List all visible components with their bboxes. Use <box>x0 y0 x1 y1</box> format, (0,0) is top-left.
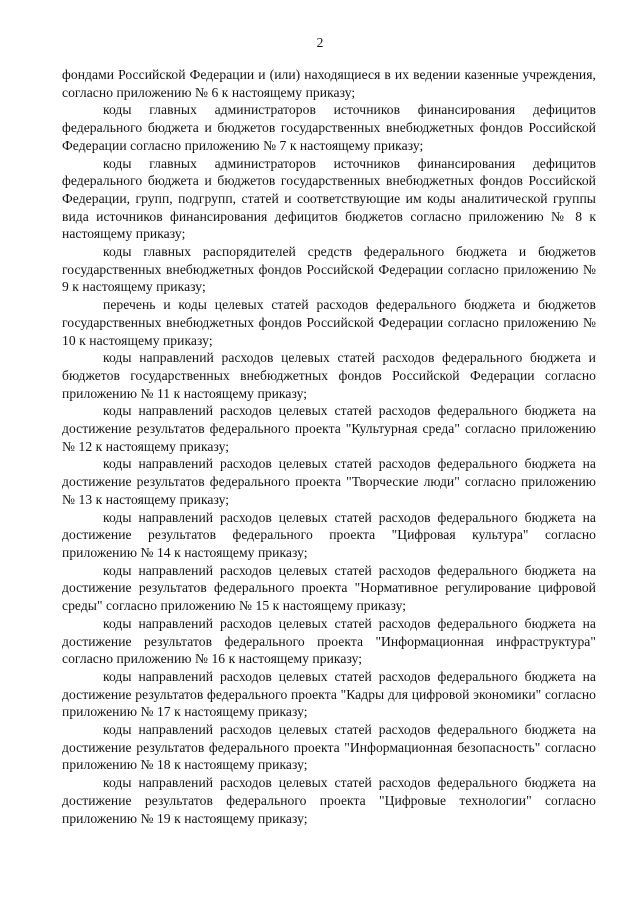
paragraph-6: коды направлений расходов целевых статей расходов федерального бюджета и бюджетов государственных внебюджетных фондов Российской Федерации согласно приложению № 11 к настоящему приказу; <box>62 350 596 401</box>
paragraph-8: коды направлений расходов целевых статей расходов федерального бюджета на достижение результатов федерального проекта "Творческие люди" согласно приложению № 13 к настоящему приказу; <box>62 456 596 507</box>
paragraph-2: коды главных администраторов источников финансирования дефицитов федерального бюджета и бюджетов государственных внебюджетных фондов Российской Федерации согласно приложению № 7 к настоящему приказу; <box>62 102 596 153</box>
paragraph-12: коды направлений расходов целевых статей расходов федерального бюджета на достижение результатов федерального проекта "Кадры для цифровой экономики" согласно приложению № 17 к настоящему приказу; <box>62 668 596 720</box>
paragraph-9: коды направлений расходов целевых статей расходов федерального бюджета на достижение результатов федерального проекта "Цифровая культура" согласно приложению № 14 к настоящему приказу; <box>62 509 596 560</box>
paragraph-3: коды главных администраторов источников финансирования дефицитов федерального бюджета и бюджетов государственных внебюджетных фондов Российской Федерации, групп, подгрупп, статей и соответствующие им коды аналитической группы вида источников финансирования дефицитов бюджетов согласно приложению № 8 к настоящему приказу; <box>62 155 596 242</box>
document-body <box>62 66 596 827</box>
paragraph-7: коды направлений расходов целевых статей расходов федерального бюджета на достижение результатов федерального проекта "Культурная среда" согласно приложению № 12 к настоящему приказу; <box>62 403 596 454</box>
page-number: 2 <box>316 35 324 50</box>
paragraph-14: коды направлений расходов целевых статей расходов федерального бюджета на достижение результатов федерального проекта "Цифровые технологии" согласно приложению № 19 к настоящему приказу; <box>62 775 596 826</box>
paragraph-4: коды главных распорядителей средств федерального бюджета и бюджетов государственных внебюджетных фондов Российской Федерации согласно приложению № 9 к настоящему приказу; <box>62 244 596 295</box>
paragraph-11: коды направлений расходов целевых статей расходов федерального бюджета на достижение результатов федерального проекта "Информационная инфраструктура" согласно приложению № 16 к настоящему приказу; <box>62 615 596 667</box>
paragraph-1: фондами Российской Федерации и (или) находящиеся в их ведении казенные учреждения, согласно приложению № 6 к настоящему приказу; <box>62 67 596 100</box>
paragraph-13: коды направлений расходов целевых статей расходов федерального бюджета на достижение результатов федерального проекта "Информационная безопасность" согласно приложению № 18 к настоящему приказу; <box>62 722 596 773</box>
paragraph-5: перечень и коды целевых статей расходов федерального бюджета и бюджетов государственных внебюджетных фондов Российской Федерации согласно приложению № 10 к настоящему приказу; <box>62 297 596 348</box>
paragraph-10: коды направлений расходов целевых статей расходов федерального бюджета на достижение результатов федерального проекта "Нормативное регулирование цифровой среды" согласно приложению № 15 к настоящему приказу; <box>62 562 596 614</box>
